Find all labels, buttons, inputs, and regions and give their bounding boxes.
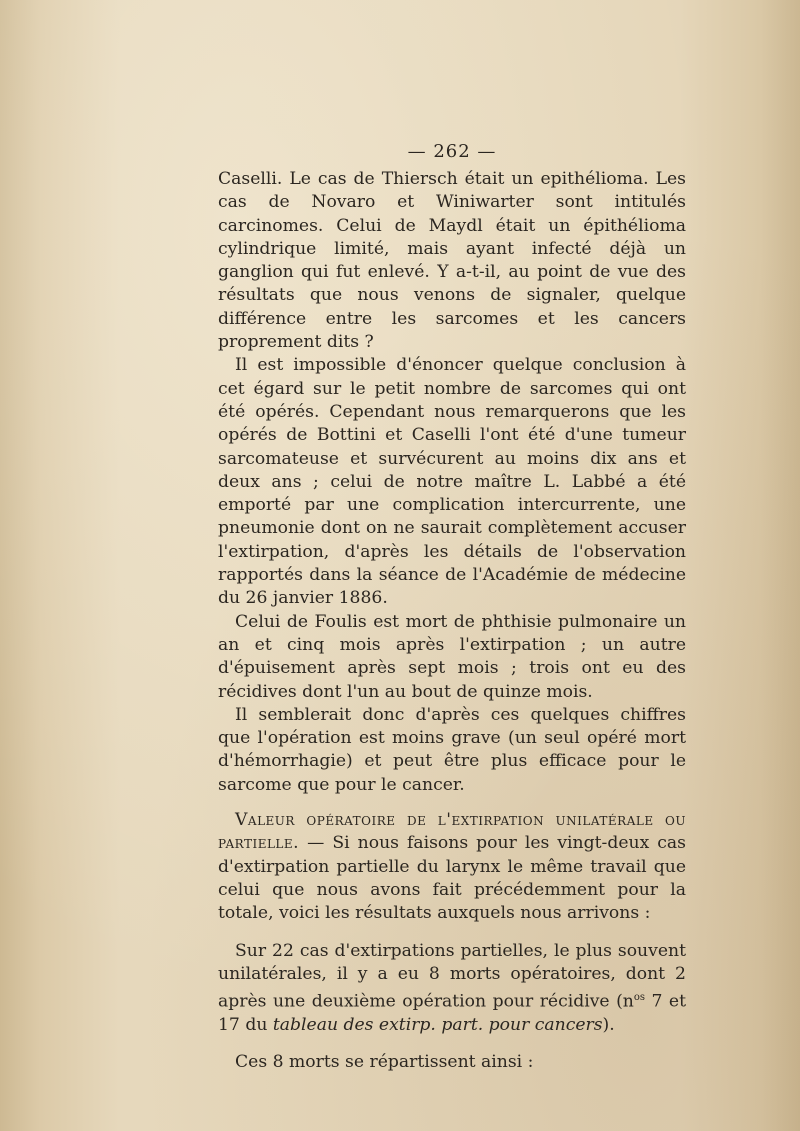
paragraph-6 <box>218 940 686 1038</box>
paragraph-6-end: ). <box>602 1015 615 1036</box>
body-text <box>218 168 686 1075</box>
spacer <box>218 1037 686 1051</box>
section-heading: Valeur opératoire de l'extirpation unilatérale ou partielle. <box>218 810 686 854</box>
paragraph-2: Il est impossible d'énoncer quelque conclusion à cet égard sur le petit nombre de sarcomes qui ont été opérés. Cependant nous remarquerons que les opérés de Bottini et Caselli l'ont été d'une tumeur sarcomateuse et survécurent au moins dix ans et deux ans ; celui de notre maître L. Labbé a été emporté par une complication intercurrente, une pneumonie dont on ne saurait complètement accuser l'extirpation, d'après les détails de l'observation rapportés dans la séance de l'Académie de médecine du 26 janvier 1886. <box>218 355 686 609</box>
paragraph-1: Caselli. Le cas de Thiersch était un epithélioma. Les cas de Novaro et Winiwarter sont intitulés carcinomes. Celui de Maydl était un épithélioma cylindrique limité, mais ayant infecté déjà un ganglion qui fut enlevé. Y a-t-il, au point de vue des résultats que nous venons de signaler, quelque différence entre les sarcomes et les cancers proprement dits ? <box>218 169 686 353</box>
page-number: — 262 — <box>407 141 497 162</box>
paragraph-7: Ces 8 morts se répartissent ainsi : <box>235 1052 534 1073</box>
paragraph-3: Celui de Foulis est mort de phthisie pulmonaire un an et cinq mois après l'extirpation ; un autre d'épuisement après sept mois ; trois ont eu des récidives dont l'un au bout de quinze mois. <box>218 611 686 702</box>
spacer <box>218 797 686 809</box>
paragraph-6-text: Sur 22 cas d'extirpations partielles, le plus souvent unilatérales, il y a eu 8 morts opératoires, dont 2 après une deuxième opération pour récidive (n <box>218 940 686 1012</box>
paragraph-6-superscript: os <box>633 992 646 1004</box>
paragraph-6-mid: 7 et 17 du <box>218 991 686 1036</box>
spacer <box>218 926 686 940</box>
paragraph-4: Il semblerait donc d'après ces quelques chiffres que l'opération est moins grave (un seul opéré mort d'hémorrhagie) et peut être plus efficace pour le sarcome que pour le cancer. <box>218 704 686 795</box>
section-paragraph-text: — Si nous faisons pour les vingt-deux cas d'extirpation partielle du larynx le même travail que celui que nous avons fait précédemment pour la totale, voici les résultats auxquels nous arrivons : <box>218 833 686 924</box>
section-paragraph <box>218 809 686 925</box>
paragraph-6-italic: tableau des extirp. part. pour cancers <box>272 1015 603 1036</box>
